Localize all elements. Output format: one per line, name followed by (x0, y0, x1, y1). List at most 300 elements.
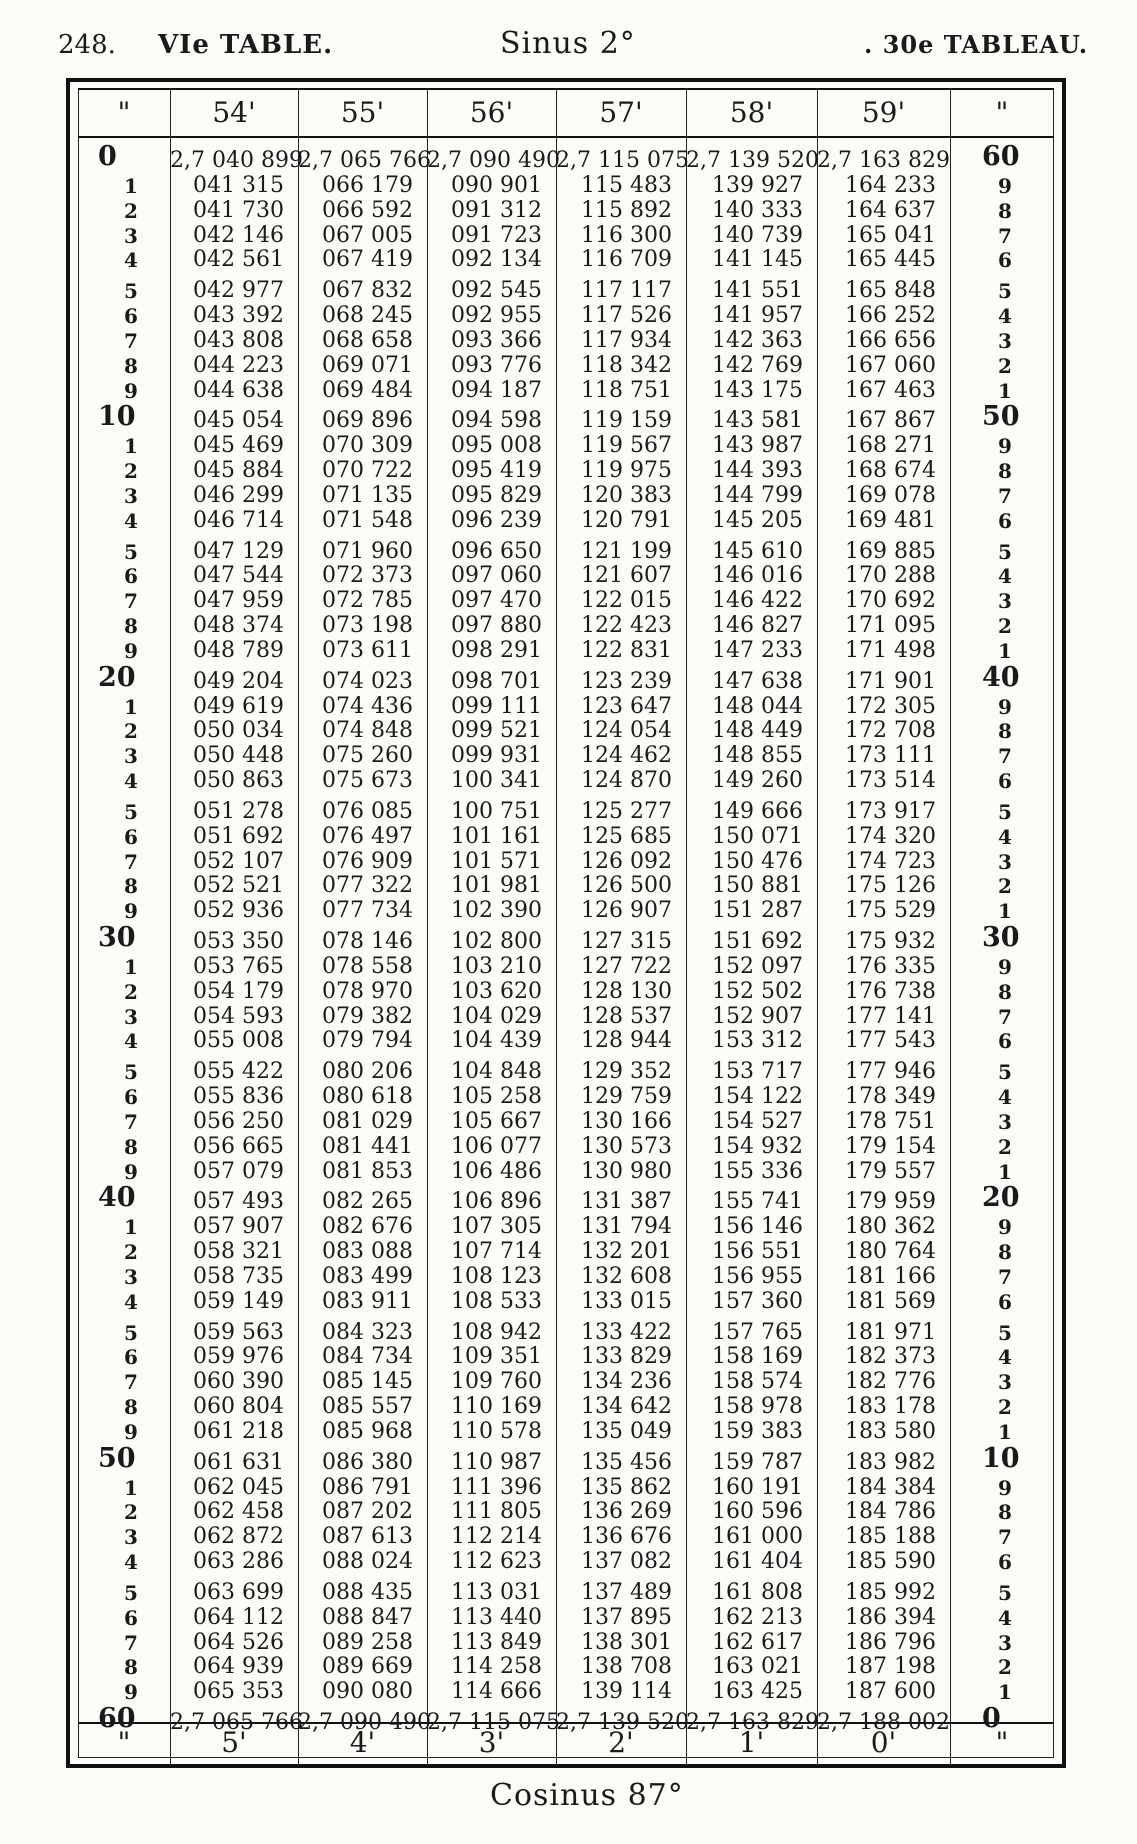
table-cell: 083 499 (322, 1263, 413, 1289)
table-cell: 098 291 (451, 637, 542, 663)
row-seconds-right: 3 (998, 1109, 1012, 1134)
table-cell: 052 107 (193, 848, 284, 874)
table-cell: 108 942 (451, 1319, 542, 1345)
row-seconds-left: 60 (98, 1703, 136, 1734)
table-cell: 114 258 (451, 1654, 542, 1680)
table-cell: 106 486 (451, 1158, 542, 1184)
table-cell: 059 149 (193, 1288, 284, 1314)
table-cell: 134 642 (581, 1394, 672, 1419)
row-seconds-left: 5 (124, 1320, 138, 1345)
table-cell: 138 301 (581, 1629, 672, 1655)
row-seconds-right: 7 (998, 1004, 1012, 1029)
table-cell: 123 647 (581, 693, 672, 719)
table-cell: 163 425 (712, 1679, 803, 1705)
table-cell: 049 619 (193, 693, 284, 719)
table-cell: 152 502 (712, 978, 803, 1004)
table-cell: 173 111 (845, 743, 936, 769)
row-seconds-right: 7 (998, 223, 1012, 248)
row-seconds-right: 7 (998, 1264, 1012, 1289)
table-cell: 104 029 (451, 1003, 542, 1029)
row-seconds-right: 8 (998, 979, 1012, 1004)
row-seconds-right: 2 (998, 1655, 1012, 1680)
table-cell: 045 469 (193, 433, 284, 459)
table-cell: 100 751 (451, 798, 542, 824)
table-cell: 146 016 (712, 563, 803, 589)
table-cell: 064 526 (193, 1629, 284, 1655)
table-cell: 175 932 (845, 929, 936, 954)
table-cell: 128 130 (581, 978, 672, 1004)
row-seconds-right: 6 (998, 1289, 1012, 1314)
table-cell: 181 569 (845, 1288, 936, 1314)
table-cell: 051 278 (193, 798, 284, 824)
table-cell: 047 544 (193, 563, 284, 589)
table-cell: 165 445 (845, 247, 936, 273)
column-footer: 4' (349, 1726, 376, 1759)
table-cell: 157 765 (712, 1319, 803, 1345)
table-cell: 183 580 (845, 1418, 936, 1444)
row-seconds-left: 7 (124, 1370, 138, 1395)
row-seconds-right: 50 (982, 401, 1020, 433)
table-cell: 176 335 (845, 953, 936, 979)
table-cell: 113 031 (451, 1579, 542, 1605)
table-cell: 161 404 (712, 1549, 803, 1574)
table-cell: 187 198 (845, 1654, 936, 1680)
table-cell: 071 960 (322, 538, 413, 564)
table-cell: 045 884 (193, 458, 284, 483)
table-cell: 097 880 (451, 613, 542, 638)
table-cell: 155 336 (712, 1158, 803, 1184)
column-header: 58' (729, 96, 774, 129)
column-footer: " (117, 1726, 131, 1759)
table-cell: 129 352 (581, 1059, 672, 1085)
table-cell: 078 558 (322, 953, 413, 979)
table-cell: 161 808 (712, 1579, 803, 1605)
row-seconds-left: 7 (124, 849, 138, 874)
footer-title: Cosinus 87° (490, 1778, 684, 1813)
row-seconds-left: 3 (124, 744, 138, 769)
table-cell: 150 476 (712, 848, 803, 874)
row-seconds-right: 5 (998, 1580, 1012, 1605)
table-cell: 072 373 (322, 563, 413, 589)
table-cell: 169 481 (845, 507, 936, 533)
table-cell: 124 462 (581, 743, 672, 769)
table-cell: 152 907 (712, 1003, 803, 1029)
table-cell: 104 848 (451, 1059, 542, 1085)
row-seconds-right: 9 (998, 1475, 1012, 1500)
row-seconds-right: 9 (998, 954, 1012, 979)
table-cell: 142 363 (712, 327, 803, 353)
row-seconds-left: 4 (124, 769, 138, 793)
table-cell: 078 970 (322, 978, 413, 1004)
table-cell: 146 422 (712, 588, 803, 614)
row-seconds-right: 7 (998, 1525, 1012, 1550)
table-cell: 118 751 (581, 377, 672, 403)
row-seconds-right: 8 (998, 1500, 1012, 1525)
row-seconds-left: 2 (124, 1240, 138, 1264)
table-cell: 055 008 (193, 1028, 284, 1054)
row-seconds-right: 4 (998, 1345, 1012, 1370)
column-header: 59' (861, 96, 906, 129)
table-cell: 119 159 (581, 408, 672, 434)
column-footer: 3' (478, 1726, 505, 1759)
row-seconds-left: 4 (124, 508, 138, 533)
table-cell: 070 722 (322, 458, 413, 483)
table-cell: 143 987 (712, 433, 803, 459)
table-cell: 043 392 (193, 303, 284, 328)
row-seconds-right: 1 (998, 899, 1012, 924)
table-cell: 140 739 (712, 222, 803, 248)
table-cell: 062 458 (193, 1499, 284, 1525)
table-cell: 107 714 (451, 1239, 542, 1264)
table-cell: 176 738 (845, 978, 936, 1004)
table-cell: 2,7 065 766 (298, 148, 431, 173)
table-cell: 168 674 (845, 458, 936, 483)
table-cell: 061 218 (193, 1418, 284, 1444)
row-seconds-left: 1 (124, 1215, 138, 1240)
row-seconds-left: 9 (124, 638, 138, 663)
table-cell: 077 322 (322, 873, 413, 899)
row-seconds-right: 9 (998, 1215, 1012, 1240)
table-cell: 174 320 (845, 823, 936, 849)
table-cell: 112 214 (451, 1524, 542, 1550)
table-cell: 2,7 040 899 (170, 148, 303, 173)
row-seconds-left: 6 (124, 1345, 138, 1370)
table-cell: 083 911 (322, 1288, 413, 1314)
table-cell: 134 236 (581, 1369, 672, 1395)
table-cell: 042 977 (193, 278, 284, 304)
table-cell: 135 049 (581, 1418, 672, 1444)
table-cell: 069 071 (322, 352, 413, 378)
row-seconds-left: 9 (124, 1680, 138, 1705)
table-cell: 078 146 (322, 929, 413, 954)
table-cell: 089 669 (322, 1654, 413, 1680)
table-cell: 060 390 (193, 1369, 284, 1395)
row-seconds-left: 50 (98, 1442, 136, 1474)
table-cell: 139 927 (712, 172, 803, 198)
table-cell: 052 521 (193, 873, 284, 899)
table-cell: 077 734 (322, 898, 413, 924)
table-cell: 143 581 (712, 408, 803, 434)
table-cell: 057 493 (193, 1189, 284, 1215)
row-seconds-left: 5 (124, 1580, 138, 1605)
row-seconds-left: 2 (124, 979, 138, 1004)
table-cell: 088 024 (322, 1549, 413, 1574)
table-cell: 054 179 (193, 978, 284, 1004)
table-cell: 141 551 (712, 278, 803, 304)
table-cell: 120 791 (581, 507, 672, 533)
table-cell: 068 245 (322, 303, 413, 328)
table-cell: 102 800 (451, 929, 542, 954)
column-footer: " (995, 1726, 1009, 1759)
table-cell: 108 123 (451, 1263, 542, 1289)
table-cell: 049 204 (193, 668, 284, 694)
row-seconds-right: 6 (998, 1029, 1012, 1054)
table-cell: 163 021 (712, 1654, 803, 1680)
table-cell: 156 146 (712, 1214, 803, 1240)
table-cell: 085 145 (322, 1369, 413, 1395)
row-seconds-right: 9 (998, 434, 1012, 459)
table-cell: 171 901 (845, 668, 936, 694)
table-cell: 099 931 (451, 743, 542, 769)
row-seconds-left: 8 (124, 353, 138, 378)
table-cell: 069 896 (322, 408, 413, 434)
table-cell: 150 881 (712, 873, 803, 899)
table-cell: 149 666 (712, 798, 803, 824)
table-cell: 056 665 (193, 1133, 284, 1159)
table-cell: 066 179 (322, 172, 413, 198)
table-cell: 116 300 (581, 222, 672, 248)
table-cell: 184 786 (845, 1499, 936, 1525)
row-seconds-right: 8 (998, 719, 1012, 744)
table-cell: 113 440 (451, 1604, 542, 1630)
table-cell: 103 620 (451, 978, 542, 1004)
table-cell: 151 287 (712, 898, 803, 924)
table-cell: 171 498 (845, 637, 936, 663)
table-cell: 057 079 (193, 1158, 284, 1184)
table-cell: 182 373 (845, 1344, 936, 1370)
table-cell: 042 146 (193, 222, 284, 248)
table-cell: 087 613 (322, 1524, 413, 1550)
table-cell: 103 210 (451, 953, 542, 979)
table-cell: 071 548 (322, 507, 413, 533)
table-cell: 119 567 (581, 433, 672, 459)
table-cell: 148 044 (712, 693, 803, 719)
table-cell: 105 258 (451, 1084, 542, 1109)
row-seconds-left: 4 (124, 248, 138, 273)
row-seconds-right: 4 (998, 304, 1012, 328)
table-cell: 120 383 (581, 482, 672, 508)
table-cell: 161 000 (712, 1524, 803, 1550)
table-cell: 135 862 (581, 1474, 672, 1500)
table-cell: 145 205 (712, 507, 803, 533)
table-cell: 153 312 (712, 1028, 803, 1054)
table-cell: 170 692 (845, 588, 936, 614)
row-seconds-left: 6 (124, 1605, 138, 1630)
table-cell: 067 832 (322, 278, 413, 304)
table-cell: 070 309 (322, 433, 413, 459)
table-cell: 098 701 (451, 668, 542, 694)
table-cell: 083 088 (322, 1239, 413, 1264)
table-cell: 124 054 (581, 718, 672, 744)
table-cell: 173 917 (845, 798, 936, 824)
table-cell: 147 638 (712, 668, 803, 694)
table-cell: 180 362 (845, 1214, 936, 1240)
column-separator (950, 88, 951, 1764)
row-seconds-right: 30 (982, 922, 1020, 953)
table-cell: 184 384 (845, 1474, 936, 1500)
table-cell: 149 260 (712, 768, 803, 793)
table-cell: 150 071 (712, 823, 803, 849)
table-cell: 046 714 (193, 507, 284, 533)
table-cell: 067 005 (322, 222, 413, 248)
table-cell: 084 734 (322, 1344, 413, 1370)
table-cell: 135 456 (581, 1449, 672, 1475)
table-cell: 089 258 (322, 1629, 413, 1655)
table-cell: 114 666 (451, 1679, 542, 1705)
table-cell: 179 959 (845, 1189, 936, 1215)
row-seconds-right: 0 (982, 1703, 1001, 1734)
row-seconds-right: 8 (998, 1240, 1012, 1264)
table-cell: 102 390 (451, 898, 542, 924)
table-cell: 107 305 (451, 1214, 542, 1240)
table-cell: 104 439 (451, 1028, 542, 1054)
table-cell: 117 526 (581, 303, 672, 328)
row-seconds-left: 3 (124, 1525, 138, 1550)
table-cell: 166 252 (845, 303, 936, 328)
table-cell: 099 111 (451, 693, 542, 719)
table-cell: 170 288 (845, 563, 936, 589)
table-cell: 131 387 (581, 1189, 672, 1215)
row-seconds-right: 3 (998, 849, 1012, 874)
table-cell: 084 323 (322, 1319, 413, 1345)
table-cell: 058 321 (193, 1239, 284, 1264)
table-cell: 126 907 (581, 898, 672, 924)
table-cell: 047 129 (193, 538, 284, 564)
table-cell: 061 631 (193, 1449, 284, 1475)
row-seconds-right: 5 (998, 1320, 1012, 1345)
table-cell: 091 723 (451, 222, 542, 248)
table-cell: 155 741 (712, 1189, 803, 1215)
row-seconds-right: 1 (998, 1159, 1012, 1184)
table-cell: 185 992 (845, 1579, 936, 1605)
table-cell: 121 199 (581, 538, 672, 564)
table-cell: 041 315 (193, 172, 284, 198)
table-cell: 132 201 (581, 1239, 672, 1264)
table-cell: 156 955 (712, 1263, 803, 1289)
table-cell: 171 095 (845, 613, 936, 638)
table-cell: 167 463 (845, 377, 936, 403)
table-cell: 092 545 (451, 278, 542, 304)
row-seconds-left: 4 (124, 1550, 138, 1574)
row-seconds-right: 8 (998, 459, 1012, 483)
table-cell: 081 441 (322, 1133, 413, 1159)
table-cell: 128 944 (581, 1028, 672, 1054)
table-cell: 187 600 (845, 1679, 936, 1705)
row-seconds-right: 9 (998, 694, 1012, 719)
column-footer: 1' (738, 1726, 765, 1759)
table-cell: 177 141 (845, 1003, 936, 1029)
table-cell: 122 831 (581, 637, 672, 663)
column-header: 55' (340, 96, 385, 129)
row-seconds-left: 7 (124, 1109, 138, 1134)
table-cell: 106 896 (451, 1189, 542, 1215)
row-seconds-left: 9 (124, 378, 138, 403)
table-cell: 2,7 139 520 (556, 1710, 689, 1735)
row-seconds-right: 7 (998, 744, 1012, 769)
table-cell: 051 692 (193, 823, 284, 849)
table-cell: 086 791 (322, 1474, 413, 1500)
row-seconds-left: 1 (124, 694, 138, 719)
table-cell: 109 351 (451, 1344, 542, 1370)
row-seconds-left: 20 (98, 661, 136, 693)
table-cell: 164 637 (845, 197, 936, 223)
table-cell: 097 470 (451, 588, 542, 614)
table-cell: 142 769 (712, 352, 803, 378)
table-cell: 126 500 (581, 873, 672, 899)
table-cell: 128 537 (581, 1003, 672, 1029)
table-cell: 105 667 (451, 1108, 542, 1134)
table-cell: 101 161 (451, 823, 542, 849)
table-cell: 169 078 (845, 482, 936, 508)
table-cell: 122 423 (581, 613, 672, 638)
table-cell: 2,7 090 490 (427, 148, 560, 173)
row-seconds-left: 7 (124, 589, 138, 614)
table-cell: 075 673 (322, 768, 413, 793)
table-cell: 158 978 (712, 1394, 803, 1419)
column-footer: 5' (221, 1726, 247, 1759)
table-cell: 048 789 (193, 637, 284, 663)
table-cell: 064 112 (193, 1604, 284, 1630)
table-cell: 173 514 (845, 768, 936, 793)
table-cell: 057 907 (193, 1214, 284, 1240)
row-seconds-left: 3 (124, 223, 138, 248)
table-cell: 096 650 (451, 538, 542, 564)
table-cell: 115 892 (581, 197, 672, 223)
table-cell: 2,7 188 002 (817, 1710, 950, 1735)
row-seconds-left: 1 (124, 1475, 138, 1500)
column-header: 56' (469, 96, 514, 129)
row-seconds-right: 60 (982, 141, 1020, 172)
table-cell: 110 987 (451, 1449, 542, 1475)
table-cell: 147 233 (712, 637, 803, 663)
table-cell: 140 333 (712, 197, 803, 223)
table-cell: 050 034 (193, 718, 284, 744)
row-seconds-left: 2 (124, 1500, 138, 1525)
table-cell: 095 419 (451, 458, 542, 483)
table-cell: 159 383 (712, 1418, 803, 1444)
table-cell: 047 959 (193, 588, 284, 614)
table-cell: 130 166 (581, 1108, 672, 1134)
table-cell: 076 497 (322, 823, 413, 849)
table-cell: 110 578 (451, 1418, 542, 1444)
row-seconds-right: 3 (998, 1630, 1012, 1655)
table-cell: 172 305 (845, 693, 936, 719)
table-cell: 121 607 (581, 563, 672, 589)
row-seconds-left: 5 (124, 279, 138, 304)
table-cell: 071 135 (322, 482, 413, 508)
table-cell: 2,7 163 829 (686, 1710, 819, 1735)
row-seconds-left: 0 (98, 141, 117, 172)
row-seconds-right: 20 (982, 1182, 1020, 1214)
column-footer: 0' (870, 1726, 897, 1759)
table-cell: 154 122 (712, 1084, 803, 1109)
row-seconds-left: 7 (124, 1630, 138, 1655)
table-cell: 160 596 (712, 1499, 803, 1525)
row-seconds-left: 9 (124, 1159, 138, 1184)
table-cell: 168 271 (845, 433, 936, 459)
table-cell: 053 765 (193, 953, 284, 979)
table-cell: 146 827 (712, 613, 803, 638)
table-cell: 182 776 (845, 1369, 936, 1395)
table-label: VIe TABLE. (158, 30, 334, 60)
table-cell: 167 867 (845, 408, 936, 434)
table-cell: 143 175 (712, 377, 803, 403)
table-cell: 2,7 115 075 (556, 148, 689, 173)
row-seconds-left: 6 (124, 564, 138, 589)
table-cell: 079 794 (322, 1028, 413, 1054)
row-seconds-right: 6 (998, 769, 1012, 793)
table-cell: 060 804 (193, 1394, 284, 1419)
row-seconds-left: 2 (124, 719, 138, 744)
table-cell: 094 187 (451, 377, 542, 403)
table-cell: 076 085 (322, 798, 413, 824)
table-cell: 158 169 (712, 1344, 803, 1370)
table-cell: 177 946 (845, 1059, 936, 1085)
table-cell: 085 968 (322, 1418, 413, 1444)
row-seconds-left: 1 (124, 173, 138, 198)
table-cell: 096 239 (451, 507, 542, 533)
table-cell: 088 435 (322, 1579, 413, 1605)
